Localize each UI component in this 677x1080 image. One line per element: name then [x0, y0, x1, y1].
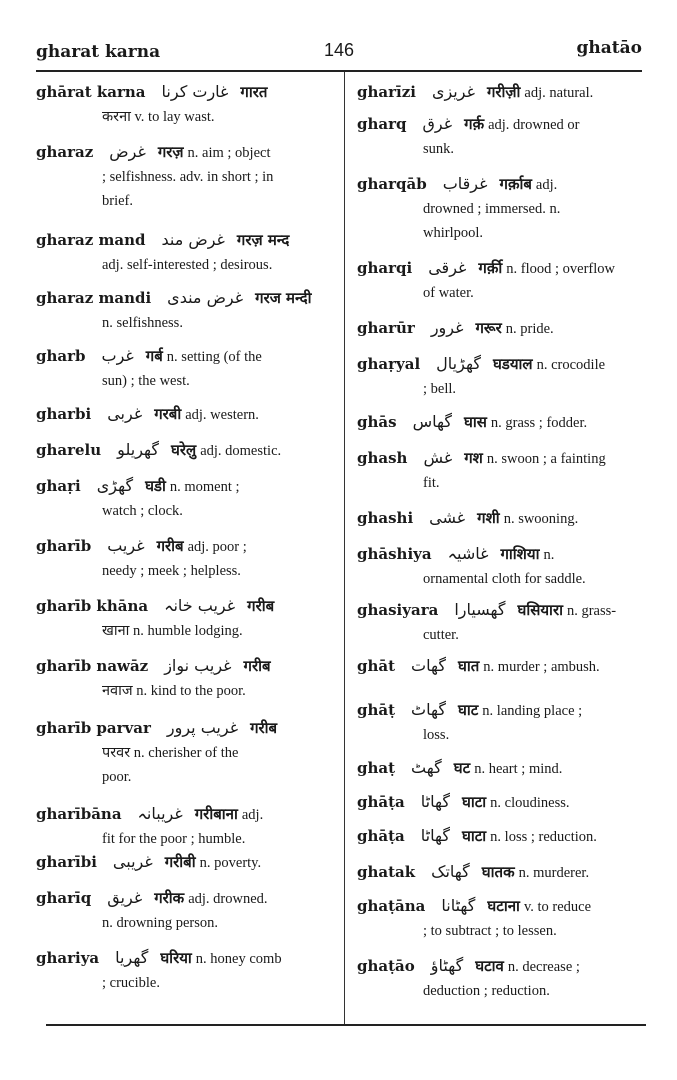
hindi-form: गाशिया — [500, 545, 540, 563]
hindi-form: घातक — [481, 863, 515, 881]
entry-first-line — [357, 446, 647, 471]
definition: adj. — [535, 177, 558, 193]
hindi-form: गर्क़ — [464, 115, 485, 133]
urdu-form: غرق — [422, 114, 453, 133]
urdu-form: گھات — [411, 656, 446, 675]
hindi-form: गरीब — [156, 537, 184, 555]
definition: adj. domestic. — [200, 443, 282, 459]
entry-first-line — [36, 850, 332, 875]
entry-first-line — [36, 802, 332, 827]
urdu-form: غریق — [107, 888, 143, 907]
hindi-form: घटाना — [487, 897, 520, 915]
hindi-form: घरिया — [160, 949, 192, 967]
hindi-form: गरूर — [475, 319, 502, 337]
hindi-form: घाटा — [461, 827, 487, 845]
definition: n. landing place ; — [482, 703, 583, 719]
page-number: 146 — [323, 40, 355, 60]
headword: ghāṭa — [357, 827, 405, 845]
urdu-form: غریزی — [431, 82, 475, 101]
entry-first-line — [36, 344, 332, 369]
dictionary-entry — [36, 850, 332, 875]
headword: ghaṭāna — [357, 897, 426, 915]
definition: n. cloudiness. — [490, 795, 570, 811]
dictionary-entry — [357, 698, 647, 747]
dictionary-entry — [357, 446, 647, 495]
definition: n. grass ; fodder. — [490, 415, 588, 431]
entry-first-line — [357, 352, 647, 377]
dictionary-entry — [357, 790, 647, 815]
hindi-form: गर्क़ाब — [499, 175, 532, 193]
definition-continued: ornamental cloth for saddle. — [423, 571, 586, 587]
definition: n. aim ; object — [187, 145, 271, 161]
urdu-form: گھاٹا — [420, 792, 450, 811]
urdu-form: گھڑیال — [436, 354, 481, 373]
headword: gharīb khāna — [36, 597, 149, 615]
urdu-form: گھٹاؤ — [430, 956, 464, 975]
headword: ghaṭ — [357, 759, 396, 777]
definition: n. moment ; — [169, 479, 240, 495]
urdu-form: غرقاب — [442, 174, 488, 193]
headword: gharbi — [36, 405, 92, 423]
urdu-form: غربی — [107, 404, 143, 423]
dictionary-entry — [357, 542, 647, 591]
entry-first-line — [36, 534, 332, 559]
definition: n. — [543, 547, 555, 563]
definition: n. decrease ; — [507, 959, 580, 975]
definition-continued: brief. — [102, 193, 133, 209]
definition-continued: sunk. — [423, 141, 455, 157]
dictionary-entry — [36, 802, 332, 851]
entry-first-line — [36, 654, 332, 679]
guide-word-right: ghatāo — [576, 38, 642, 58]
definition: n. grass- — [566, 603, 617, 619]
definition-continued: loss. — [423, 727, 450, 743]
hindi-form: गरीबी — [164, 853, 196, 871]
hindi-form: गरीब — [243, 657, 271, 675]
dictionary-entry — [36, 438, 332, 463]
dictionary-entry — [357, 256, 647, 305]
entry-first-line — [357, 860, 647, 885]
headword: ghās — [357, 413, 397, 431]
hindi-form: गरज मन्दी — [255, 289, 312, 307]
definition-continued: fit. — [423, 475, 440, 491]
definition-continued: n. selfishness. — [102, 315, 183, 331]
dictionary-entry — [36, 344, 332, 393]
footer-rule — [46, 1024, 646, 1026]
header-rule — [36, 70, 642, 72]
headword: gharb — [36, 347, 86, 365]
headword: gharīb nawāz — [36, 657, 149, 675]
definition-continued: of water. — [423, 285, 474, 301]
hindi-form: घाट — [457, 701, 479, 719]
urdu-form: غرض — [109, 142, 146, 161]
definition: n. murderer. — [518, 865, 590, 881]
hindi-form: घट — [453, 759, 471, 777]
headword: gharaz mandi — [36, 289, 152, 307]
guide-word-left: gharat karna — [36, 42, 161, 62]
headword: gharīzi — [357, 83, 416, 101]
dictionary-entry — [357, 654, 647, 679]
urdu-form: غش — [423, 448, 453, 467]
headword: gharaz mand — [36, 231, 146, 249]
headword: gharīb — [36, 537, 92, 555]
entry-first-line — [357, 506, 647, 531]
entry-first-line — [357, 698, 647, 723]
definition-continued: watch ; clock. — [102, 503, 183, 519]
definition: adj. western. — [185, 407, 259, 423]
hindi-form: घाटा — [461, 793, 487, 811]
hindi-form: गरज़ — [157, 143, 184, 161]
headword: ghasiyara — [357, 601, 439, 619]
hindi-form: गरीज़ी — [486, 83, 521, 101]
entry-first-line — [36, 886, 332, 911]
headword: ghaṭāo — [357, 957, 415, 975]
urdu-form: غارت کرنا — [161, 82, 229, 101]
hindi-form: घसियारा — [517, 601, 563, 619]
headword: gharīb parvar — [36, 719, 151, 737]
dictionary-entry — [36, 140, 332, 213]
dictionary-entry — [357, 954, 647, 1003]
urdu-form: گھاس — [412, 412, 452, 431]
headword: ghāṭ — [357, 701, 396, 719]
dictionary-entry — [36, 286, 332, 335]
urdu-form: غریبانہ — [137, 804, 183, 823]
definition: n. setting (of the — [166, 349, 262, 365]
definition-continued: ; selfishness. adv. in short ; in — [102, 169, 274, 185]
dictionary-entry — [357, 352, 647, 401]
hindi-form: घास — [463, 413, 487, 431]
definition-continued: deduction ; reduction. — [423, 983, 550, 999]
definition: n. heart ; mind. — [474, 761, 563, 777]
dictionary-entry — [357, 756, 647, 781]
definition: n. flood ; overflow — [506, 261, 615, 277]
definition: adj. natural. — [524, 85, 594, 101]
hindi-form: गरीबाना — [194, 805, 238, 823]
urdu-form: غرض مند — [161, 230, 225, 249]
dictionary-entry — [357, 598, 647, 647]
headword: gharaz — [36, 143, 94, 161]
hindi-form: घटाव — [475, 957, 504, 975]
entry-first-line — [36, 286, 332, 311]
entry-first-line — [36, 474, 332, 499]
urdu-form: غرقی — [428, 258, 467, 277]
dictionary-entry — [36, 474, 332, 523]
dictionary-entry — [36, 654, 332, 703]
definition: n. murder ; ambush. — [483, 659, 600, 675]
dictionary-entry — [357, 316, 647, 341]
entry-first-line — [357, 790, 647, 815]
entry-first-line — [357, 894, 647, 919]
hindi-form: गरज़ मन्द — [236, 231, 290, 249]
definition: adj. drowned or — [488, 117, 580, 133]
definition: n. swooning. — [503, 511, 579, 527]
dictionary-entry — [36, 946, 332, 995]
definition-continued: cutter. — [423, 627, 459, 643]
dictionary-entry — [36, 80, 332, 129]
headword: ghashi — [357, 509, 414, 527]
definition: v. to reduce — [523, 899, 592, 915]
definition-continued: करना v. to lay wast. — [102, 109, 215, 125]
urdu-form: غریب پرور — [166, 718, 239, 737]
entry-first-line — [357, 954, 647, 979]
urdu-form: گھریا — [115, 948, 149, 967]
entry-first-line — [357, 542, 647, 567]
entry-first-line — [36, 80, 332, 105]
dictionary-entry — [357, 894, 647, 943]
dictionary-entry — [357, 112, 647, 161]
definition-continued: ; to subtract ; to lessen. — [423, 923, 557, 939]
urdu-form: گھڑی — [96, 476, 134, 495]
urdu-form: گھاٹا — [420, 826, 450, 845]
entry-first-line — [36, 140, 332, 165]
headword: gharqi — [357, 259, 413, 277]
entry-first-line — [36, 402, 332, 427]
definition-continued: adj. self-interested ; desirous. — [102, 257, 273, 273]
entry-first-line — [357, 172, 647, 197]
urdu-form: غاشیہ — [447, 544, 489, 563]
entry-first-line — [357, 824, 647, 849]
definition-continued: needy ; meek ; helpless. — [102, 563, 241, 579]
headword: ghāt — [357, 657, 396, 675]
dictionary-entry — [36, 402, 332, 427]
urdu-form: غریب — [107, 536, 145, 555]
definition-continued: drowned ; immersed. n. — [423, 201, 561, 217]
entry-first-line — [357, 316, 647, 341]
definition-continued: sun) ; the west. — [102, 373, 190, 389]
headword: gharelu — [36, 441, 102, 459]
hindi-form: गरीब — [250, 719, 278, 737]
hindi-form: घडयाल — [492, 355, 533, 373]
urdu-form: گھٹانا — [441, 896, 476, 915]
urdu-form: گھاٹ — [411, 700, 446, 719]
hindi-form: घात — [457, 657, 480, 675]
urdu-form: غرور — [430, 318, 464, 337]
urdu-form: گھسیارا — [454, 600, 506, 619]
entry-first-line — [36, 946, 332, 971]
entry-first-line — [357, 410, 647, 435]
headword: ghaṛi — [36, 477, 81, 495]
headword: ghāshiya — [357, 545, 432, 563]
definition: n. crocodile — [536, 357, 606, 373]
definition: adj. poor ; — [187, 539, 247, 555]
headword: gharībi — [36, 853, 97, 871]
headword: gharqāb — [357, 175, 427, 193]
entry-first-line — [357, 756, 647, 781]
urdu-form: غرض مندی — [167, 288, 244, 307]
hindi-form: घडी — [145, 477, 166, 495]
hindi-form: गरीक — [154, 889, 185, 907]
dictionary-entry — [36, 228, 332, 277]
definition-continued: खाना n. humble lodging. — [102, 623, 243, 639]
dictionary-entry — [36, 534, 332, 583]
definition: adj. — [241, 807, 264, 823]
definition: n. honey comb — [195, 951, 282, 967]
hindi-form: घरेलु — [171, 441, 197, 459]
definition-continued: poor. — [102, 769, 132, 785]
definition: n. swoon ; a fainting — [486, 451, 606, 467]
definition-continued: ; bell. — [423, 381, 457, 397]
headword: gharūr — [357, 319, 415, 337]
headword: ghash — [357, 449, 408, 467]
dictionary-entry — [36, 716, 332, 789]
urdu-form: گھریلو — [117, 440, 160, 459]
urdu-form: غریب نواز — [164, 656, 232, 675]
headword: gharībāna — [36, 805, 122, 823]
hindi-form: गर्क़ी — [478, 259, 503, 277]
headword: ghaṛyal — [357, 355, 421, 373]
definition-continued: ; crucible. — [102, 975, 160, 991]
entry-first-line — [36, 716, 332, 741]
headword: ghatak — [357, 863, 416, 881]
hindi-form: गश — [464, 449, 483, 467]
page-header — [36, 38, 642, 70]
entry-first-line — [36, 438, 332, 463]
hindi-form: गशी — [477, 509, 500, 527]
dictionary-entry — [357, 824, 647, 849]
definition: adj. drowned. — [188, 891, 268, 907]
definition-continued: whirlpool. — [423, 225, 484, 241]
dictionary-entry — [36, 886, 332, 935]
dictionary-entry — [357, 410, 647, 435]
urdu-form: غرب — [101, 346, 134, 365]
dictionary-entry — [357, 860, 647, 885]
entry-first-line — [357, 598, 647, 623]
headword: gharīq — [36, 889, 92, 907]
entry-first-line — [357, 112, 647, 137]
entry-first-line — [36, 228, 332, 253]
definition: n. poverty. — [199, 855, 262, 871]
definition-continued: नवाज n. kind to the poor. — [102, 683, 246, 699]
headword: ghāṭa — [357, 793, 405, 811]
entry-first-line — [357, 654, 647, 679]
headword: ghārat karna — [36, 83, 146, 101]
dictionary-entry — [357, 80, 647, 105]
urdu-form: گھاتک — [431, 862, 470, 881]
column-divider — [344, 72, 345, 1024]
entry-first-line — [36, 594, 332, 619]
hindi-form: गरबी — [154, 405, 182, 423]
urdu-form: گھٹ — [411, 758, 442, 777]
definition-continued: n. drowning person. — [102, 915, 218, 931]
urdu-form: غریبی — [112, 852, 153, 871]
dictionary-entry — [36, 594, 332, 643]
definition-continued: fit for the poor ; humble. — [102, 831, 246, 847]
urdu-form: غشی — [429, 508, 466, 527]
headword: gharq — [357, 115, 407, 133]
urdu-form: غریب خانہ — [164, 596, 236, 615]
definition: n. loss ; reduction. — [490, 829, 597, 845]
hindi-form: गारत — [240, 83, 268, 101]
definition-continued: परवर n. cherisher of the — [102, 745, 239, 761]
dictionary-entry — [357, 506, 647, 531]
dictionary-entry — [357, 172, 647, 245]
entry-first-line — [357, 80, 647, 105]
hindi-form: गर्ब — [145, 347, 163, 365]
hindi-form: गरीब — [247, 597, 275, 615]
entry-first-line — [357, 256, 647, 281]
definition: n. pride. — [505, 321, 554, 337]
headword: ghariya — [36, 949, 100, 967]
